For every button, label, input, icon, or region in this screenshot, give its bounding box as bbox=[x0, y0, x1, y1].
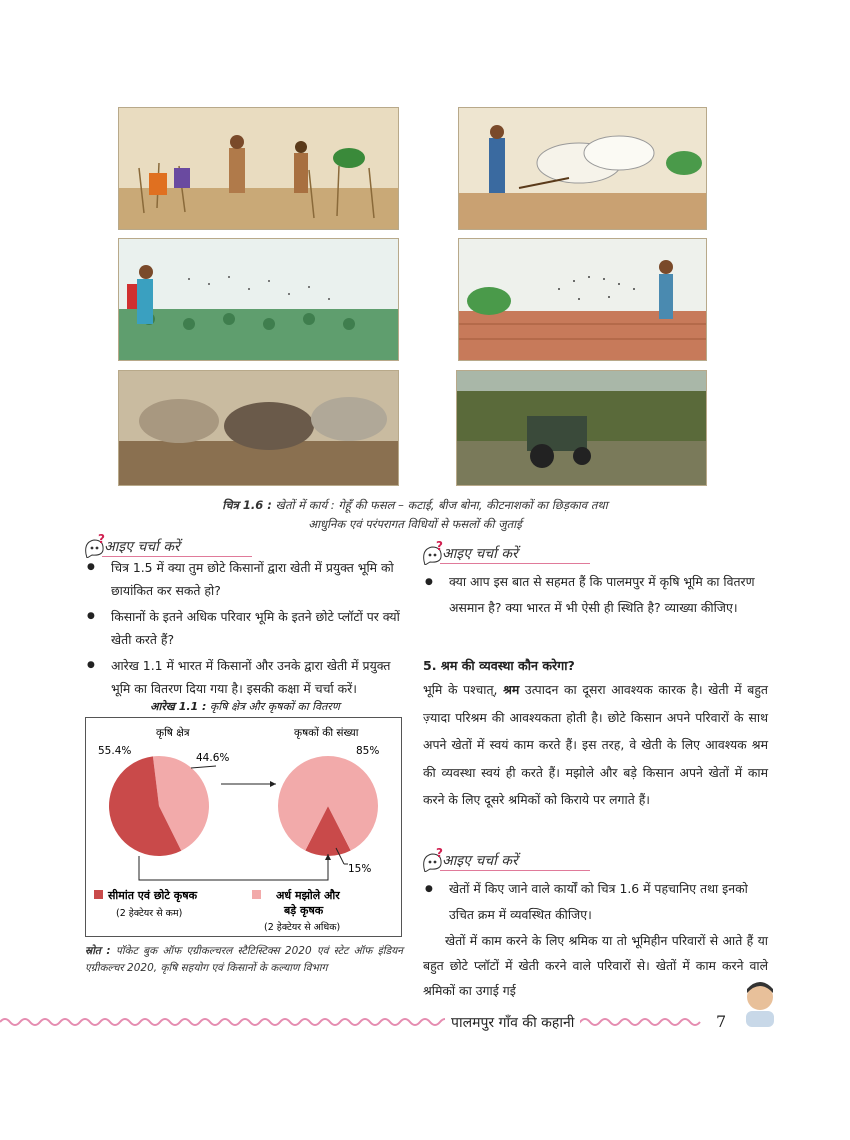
discuss-list-right-2 bbox=[423, 876, 768, 931]
chart-title-text: कृषि क्षेत्र और कृषकों का वितरण bbox=[209, 700, 340, 713]
list-item: ● किसानों के इतने अधिक परिवार भूमि के इतने छोटे प्लॉटों पर क्यों खेती करते हैं? bbox=[85, 605, 403, 651]
chart-title-label: आरेख 1.1 : bbox=[150, 700, 207, 713]
pie-farmers bbox=[278, 756, 378, 856]
pie-label-farmers: कृषकों की संख्या bbox=[294, 727, 359, 739]
slice-label: 15% bbox=[348, 863, 372, 875]
chart-title bbox=[90, 699, 400, 714]
legend-swatch-light bbox=[252, 890, 261, 899]
source-text: पॉकेट बुक ऑफ एग्रीकल्चरल स्टैटिस्टिक्स 2020 एवं स्टेट ऑफ इंडियन एग्रीकल्चर 2020, कृषि सहयोग एवं किसानों के कल्याण विभाग bbox=[85, 945, 404, 974]
para-text: भूमि के पश्चात्, bbox=[423, 682, 498, 697]
figure-caption-label: चित्र 1.6 : bbox=[222, 498, 272, 512]
svg-text:?: ? bbox=[436, 541, 443, 553]
discuss-title: आइए चर्चा करें bbox=[442, 546, 518, 562]
illustration-harvesting bbox=[118, 107, 399, 230]
page-number: 7 bbox=[716, 1012, 727, 1031]
slice-label: 44.6% bbox=[196, 752, 230, 764]
section-paragraph-1 bbox=[423, 676, 768, 814]
legend-label-small-farmers: सीमांत एवं छोटे कृषक bbox=[108, 889, 198, 902]
figure-caption bbox=[120, 496, 710, 534]
footer-title: पालमपुर गाँव की कहानी bbox=[445, 1013, 580, 1032]
illustration-tractor-photo bbox=[456, 370, 707, 486]
chart-box bbox=[85, 717, 402, 937]
legend-label-large-farmers-2: बड़े कृषक bbox=[284, 904, 324, 917]
discuss-title: आइए चर्चा करें bbox=[104, 539, 180, 555]
figure-caption-line2: आधुनिक एवं परंपरागत विधियों से फसलों की जुताई bbox=[308, 517, 522, 531]
svg-text:?: ? bbox=[98, 534, 105, 546]
illustration-sowing-seeds bbox=[458, 238, 707, 361]
legend-label-large-farmers-1: अर्ध मझोले और bbox=[276, 889, 340, 902]
list-item: ● आरेख 1.1 में भारत में किसानों और उनके द्वारा खेती में प्रयुक्त भूमि का वितरण दिया गया है। इसकी कक्षा में चर्चा करें। bbox=[85, 654, 403, 700]
slice-label: 55.4% bbox=[98, 745, 132, 757]
slice-label: 85% bbox=[356, 745, 380, 757]
list-item: ● खेतों में किए जाने वाले कार्यों को चित्र 1.6 में पहचानिए तथा इनको उचित क्रम में व्यवस्थित कीजिए। bbox=[423, 876, 768, 928]
connector-arrow-bottom bbox=[139, 854, 328, 880]
discuss-header-right-2 bbox=[420, 848, 600, 874]
legend-note-small-farmers: (2 हेक्टेयर से कम) bbox=[116, 908, 183, 919]
legend-swatch-dark bbox=[94, 890, 103, 899]
legend-note-large-farmers: (2 हेक्टेयर से अधिक) bbox=[264, 922, 341, 933]
illustration-traditional-ploughing-photo bbox=[118, 370, 399, 486]
pie-label-area: कृषि क्षेत्र bbox=[156, 727, 190, 739]
discuss-list-left bbox=[85, 556, 403, 703]
para-text: उत्पादन का दूसरा आवश्यक कारक है। खेती में बहुत ज़्यादा परिश्रम की आवश्यकता होती है। छोटे किसान अपने परिवारों के साथ अपने खेतों में स्वयं काम करते हैं। इस तरह, वे खेती के लिए आवश्यक श्रम की व्यवस्था स्वयं ही करते हैं। मझोले और बड़े किसान अपने खेतों में काम करने के लिए दूसरे श्रमिकों को किराये पर लगाते हैं। bbox=[423, 682, 768, 807]
pie-area bbox=[109, 756, 209, 856]
list-item: ● क्या आप इस बात से सहमत हैं कि पालमपुर में कृषि भूमि का वितरण असमान है? क्या भारत में भी ऐसी ही स्थिति है? व्याख्या कीजिए। bbox=[423, 569, 768, 621]
illustration-ploughing-bullocks bbox=[458, 107, 707, 230]
discuss-underline bbox=[440, 870, 590, 871]
source-label: स्रोत : bbox=[85, 945, 111, 957]
para-bold: श्रम bbox=[503, 682, 520, 697]
section-heading: 5. श्रम की व्यवस्था कौन करेगा? bbox=[423, 658, 575, 673]
section-paragraph-2 bbox=[423, 928, 768, 1003]
list-item: ● चित्र 1.5 में क्या तुम छोटे किसानों द्वारा खेती में प्रयुक्त भूमि को छायांकित कर सकते हो? bbox=[85, 556, 403, 602]
discuss-list-right-1 bbox=[423, 569, 768, 624]
discuss-underline bbox=[440, 563, 590, 564]
figure-caption-text: खेतों में कार्य : गेहूँ की फसल – कटाई, बीज बोना, कीटनाशकों का छिड़काव तथा bbox=[275, 498, 608, 512]
illustration-spraying-pesticide bbox=[118, 238, 399, 361]
pie-chart bbox=[86, 718, 401, 936]
discuss-title: आइए चर्चा करें bbox=[442, 853, 518, 869]
svg-text:?: ? bbox=[436, 848, 443, 860]
para-text: खेतों में काम करने के लिए श्रमिक या तो भूमिहीन परिवारों से आते हैं या बहुत छोटे प्लॉटों में खेती करने वाले परिवारों से। खेतों में काम करने वाले श्रमिकों का उगाई गई bbox=[423, 933, 768, 998]
label-leader bbox=[191, 766, 216, 768]
discuss-header-right-1 bbox=[420, 541, 600, 567]
chart-source bbox=[85, 943, 403, 977]
